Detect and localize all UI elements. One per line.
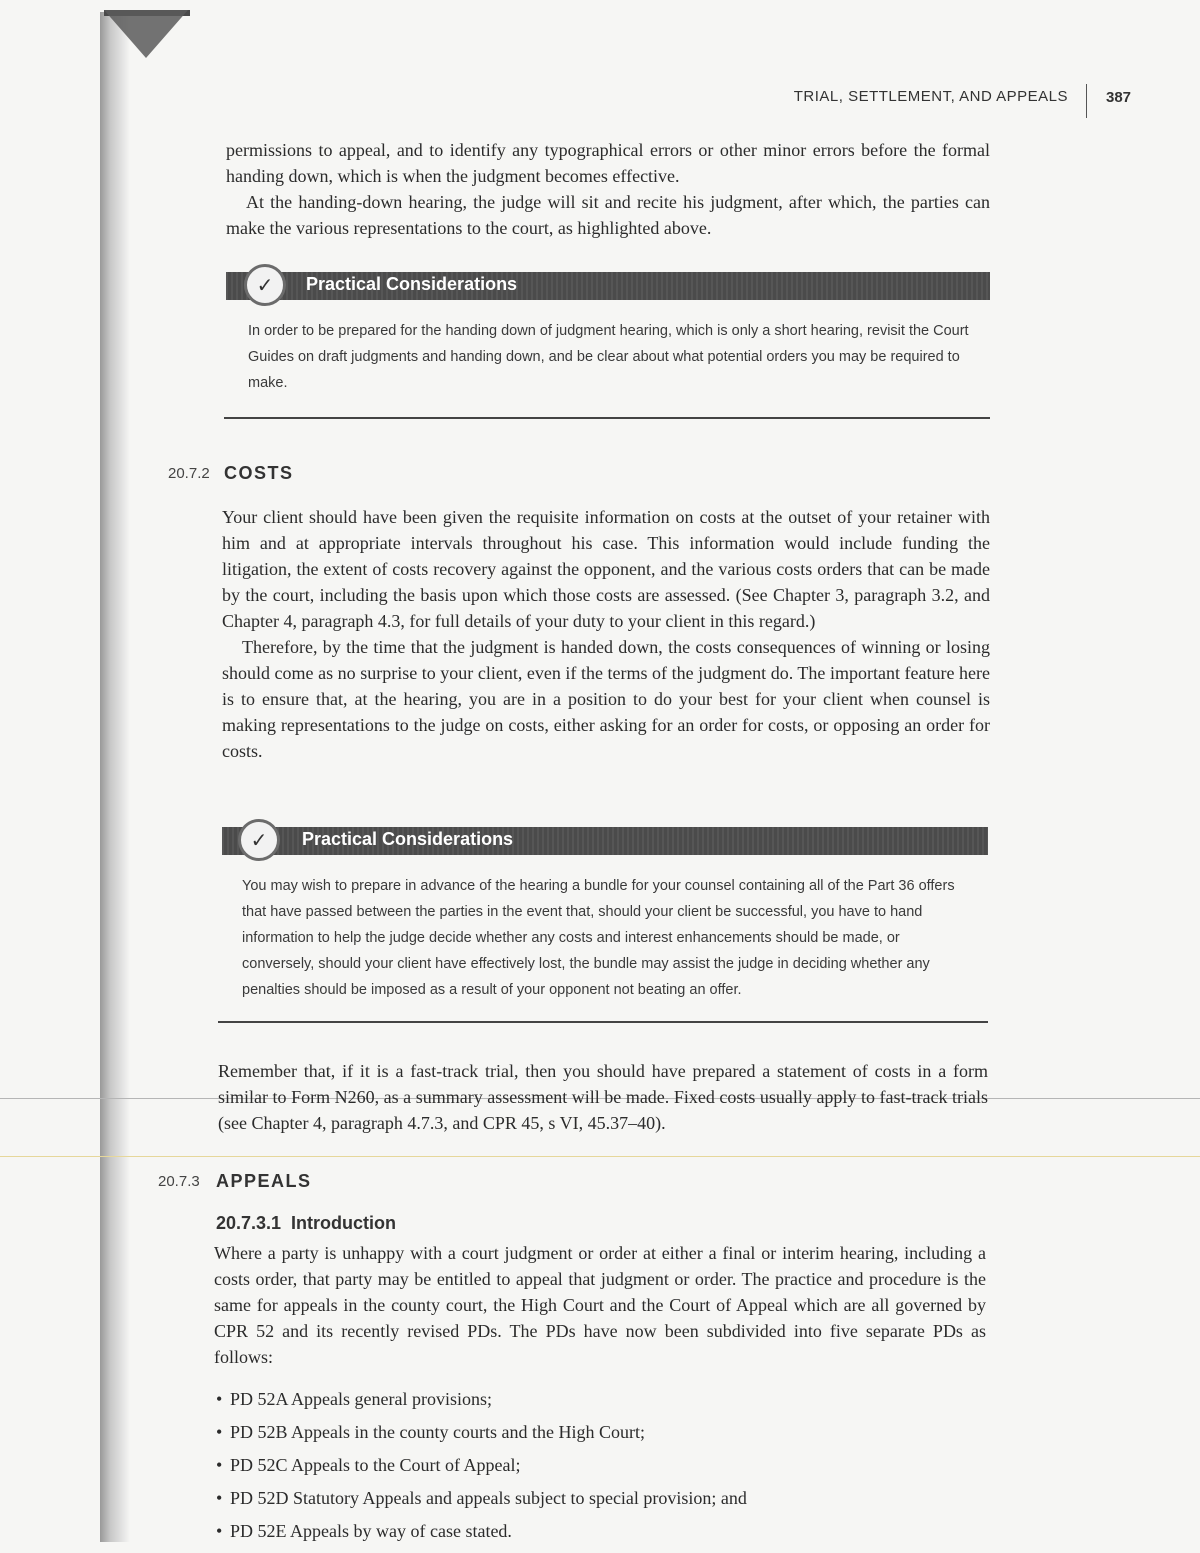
list-item: • PD 52C Appeals to the Court of Appeal; bbox=[216, 1449, 976, 1482]
costs-after-block bbox=[218, 1058, 988, 1136]
list-item: • PD 52E Appeals by way of case stated. bbox=[216, 1515, 976, 1548]
gutter-top-wedge bbox=[104, 10, 188, 58]
costs-after-paragraph: Remember that, if it is a fast-track trial, then you should have prepared a statement of costs in a form similar to Form N260, as a summary assessment will be made. Fixed costs usually apply to fast-track trials (see Chapter 4, paragraph 4.7.3, and CPR 45, s VI, 45.37–40). bbox=[218, 1061, 988, 1133]
section-title-appeals: APPEALS bbox=[216, 1171, 312, 1191]
section-number-appeals: 20.7.3 bbox=[158, 1173, 200, 1190]
list-item: • PD 52A Appeals general provisions; bbox=[216, 1383, 976, 1416]
section-title-costs: COSTS bbox=[224, 463, 294, 483]
scan-line-yellow bbox=[0, 1156, 1200, 1157]
intro-paragraph-2: At the handing-down hearing, the judge will sit and recite his judgment, after which, the parties can make the various representations to the court, as highlighted above. bbox=[226, 192, 990, 238]
practical-considerations-title-2: Practical Considerations bbox=[302, 829, 514, 849]
appeals-block bbox=[214, 1240, 986, 1370]
list-item: • PD 52D Statutory Appeals and appeals subject to special provision; and bbox=[216, 1482, 976, 1515]
costs-paragraph-1: Your client should have been given the requisite information on costs at the outset of your retainer with him and at appropriate intervals throughout his case. This information would include funding the litigation, the extent of costs recovery against the opponent, and the various costs orders that can be made by the court, including the basis upon which those costs are assessed. (See Chapter 3, paragraph 3.2, and Chapter 4, paragraph 4.3, for full details of your duty to your client in this regard.) bbox=[222, 507, 990, 631]
costs-paragraph-2: Therefore, by the time that the judgment is handed down, the costs consequences of winning or losing should come as no surprise to your client, even if the terms of the judgment do. The important feature here is to ensure that, at the hearing, you are in a position to do your best for your client when counsel is making representations to the judge on costs, either asking for an order for costs, or opposing an order for costs. bbox=[222, 637, 990, 761]
checkmark-icon: ✓ bbox=[244, 264, 286, 306]
practical-considerations-title-1: Practical Considerations bbox=[306, 274, 518, 294]
page-number: 387 bbox=[1106, 89, 1132, 106]
subsection-title-introduction: 20.7.3.1 Introduction bbox=[216, 1213, 397, 1233]
header-divider bbox=[1086, 84, 1087, 118]
checkmark-icon: ✓ bbox=[238, 819, 280, 861]
costs-block bbox=[222, 504, 990, 764]
section-number-costs: 20.7.2 bbox=[168, 465, 210, 482]
list-item: • PD 52B Appeals in the county courts and the High Court; bbox=[216, 1416, 976, 1449]
practical-considerations-text-1: In order to be prepared for the handing down of judgment hearing, which is only a short hearing, revisit the Court Guides on draft judgments and handing down, and be clear about what potential orders you may be required to make. bbox=[248, 323, 969, 391]
appeals-bullet-list bbox=[216, 1383, 976, 1548]
practical-considerations-rule-2 bbox=[218, 1021, 988, 1023]
running-head: TRIAL, SETTLEMENT, AND APPEALS bbox=[793, 88, 1068, 105]
intro-paragraph-1: permissions to appeal, and to identify any typographical errors or other minor errors before the formal handing down, which is when the judgment becomes effective. bbox=[226, 140, 990, 186]
practical-considerations-rule-1 bbox=[224, 417, 990, 419]
appeals-paragraph: Where a party is unhappy with a court judgment or order at either a final or interim hearing, including a costs order, that party may be entitled to appeal that judgment or order. The practice and procedure is the same for appeals in the county court, the High Court and the Court of Appeal which are all governed by CPR 52 and its recently revised PDs. The PDs have now been subdivided into five separate PDs as follows: bbox=[214, 1243, 986, 1367]
intro-block bbox=[226, 137, 990, 241]
practical-considerations-text-2: You may wish to prepare in advance of the hearing a bundle for your counsel containing all of the Part 36 offers that have passed between the parties in the event that, should your client be successful, you have to hand information to help the judge decide whether any costs and interest enhancements should be made, or conversely, should your client have effectively lost, the bundle may assist the judge in deciding whether any penalties should be imposed as a result of your opponent not beating an offer. bbox=[242, 878, 955, 998]
book-gutter-shadow bbox=[100, 12, 130, 1542]
